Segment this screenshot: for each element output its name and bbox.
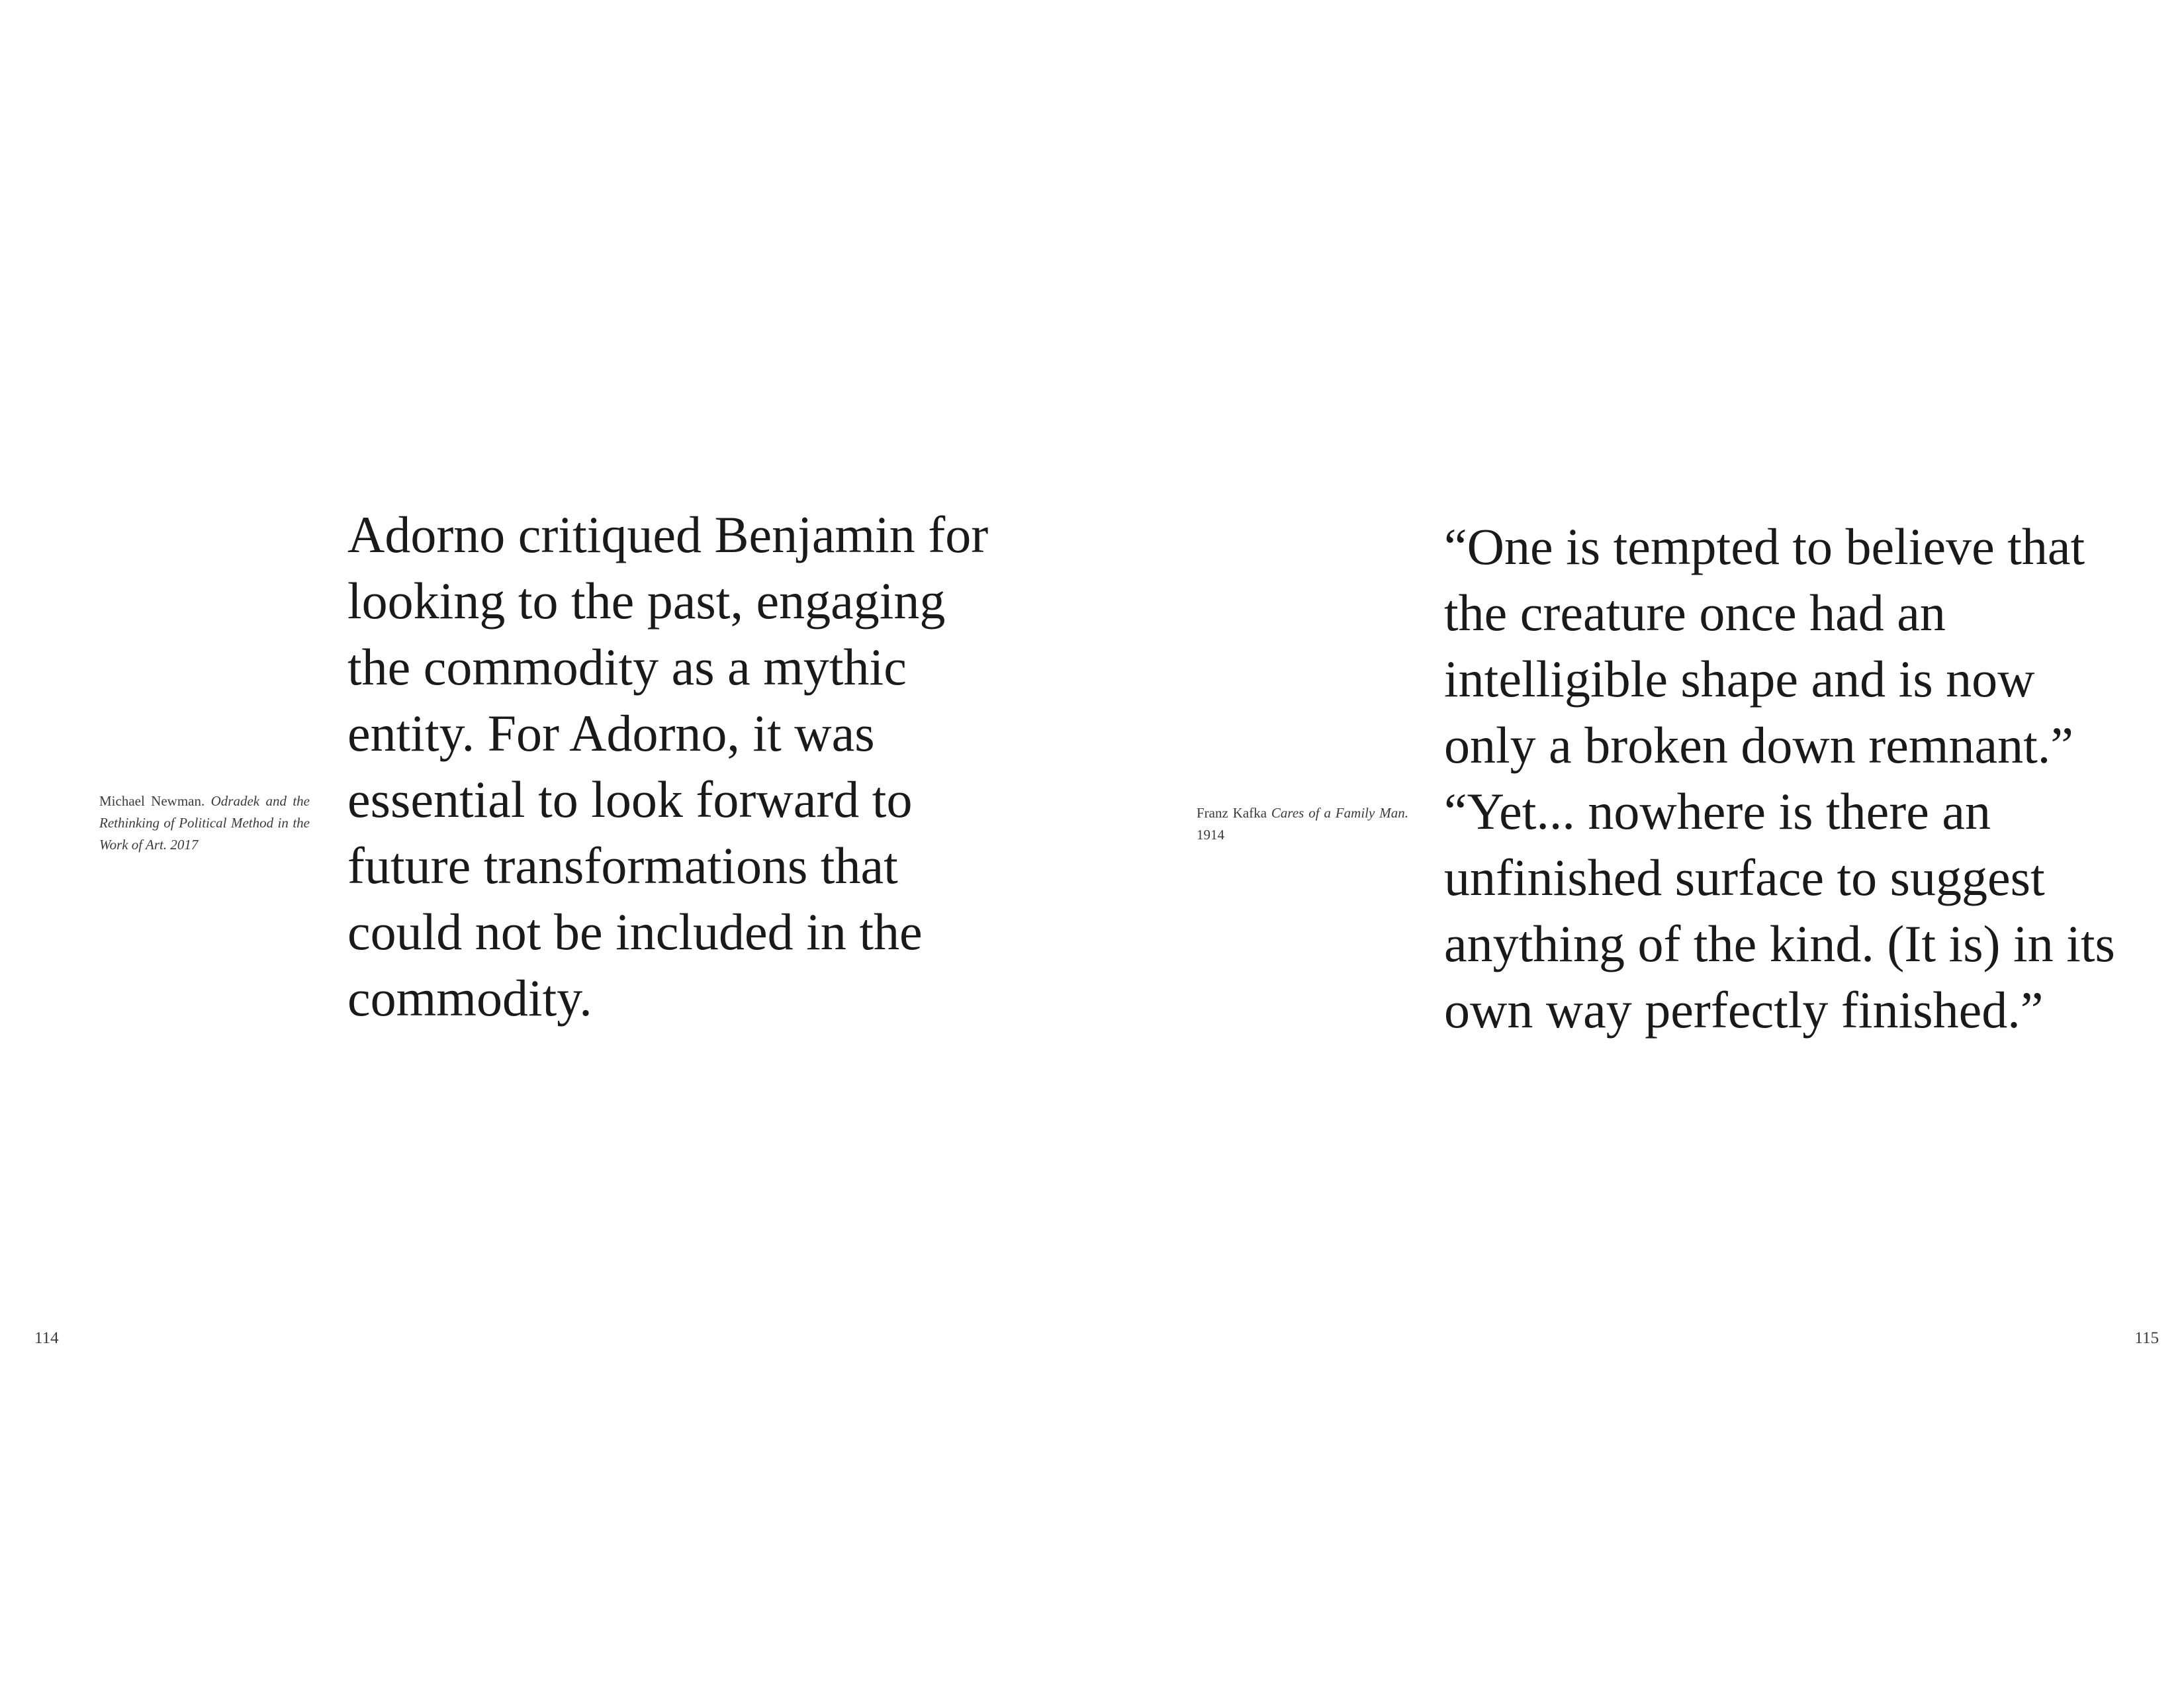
page-number: 114 [34, 1329, 59, 1347]
citation-year: 1914 [1197, 827, 1224, 843]
citation-author: Michael Newman. [99, 793, 211, 809]
citation-author: Franz Kafka [1197, 805, 1271, 821]
citation-caption [1197, 802, 1408, 846]
citation-title: Cares of a Family Man. [1271, 805, 1408, 821]
citation-caption [99, 790, 310, 856]
body-paragraph: Adorno critiqued Benjamin for looking to the past, engaging the commodity as a mythic entity. For Adorno, it was essential to look forward to future transformations that could not be included in the commodity. [347, 506, 989, 1027]
quote-paragraph: “One is tempted to believe that the creature once had an intelligible shape and is now only a broken down remnant.” “Yet... nowhere is there an unfinished surface to suggest anything of the kind. (It is) in its own way perfectly finished.” [1444, 518, 2115, 1039]
right-page [1092, 0, 2184, 1688]
citation-title: Odradek and the Rethinking of Political Method in the Work of Art. 2017 [99, 793, 310, 853]
page-number: 115 [2134, 1329, 2159, 1347]
